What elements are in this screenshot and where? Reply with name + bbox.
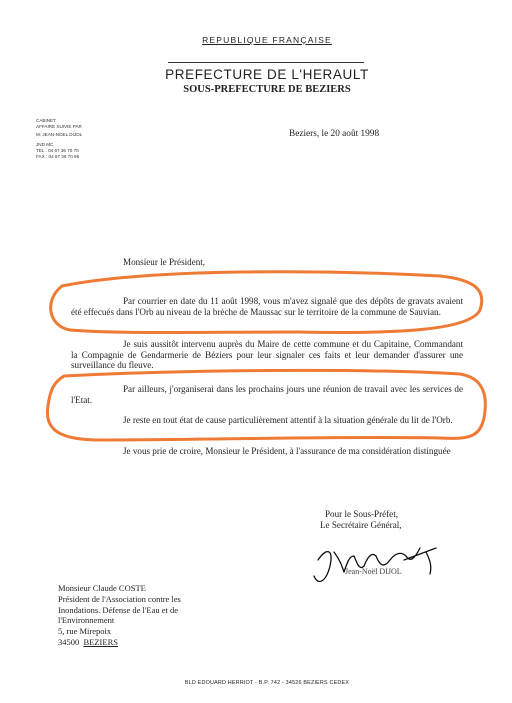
paragraph-5: Je vous prie de croire, Monsieur le Président, à l'assurance de ma considération distinguée	[123, 446, 451, 456]
paragraph-4: Je reste en tout état de cause particulièrement attentif à la situation générale du lit de l'Orb.	[123, 415, 453, 425]
paragraph-2: Je suis aussitôt intervenu auprès du Maire de cette commune et du Capitaine, Commandant la Compagnie de Gendarmerie de Béziers pour leur signaler ces faits et leur demander d'assurer une surveillance du fleuve.	[71, 339, 463, 371]
recipient-name: Monsieur Claude COSTE	[58, 583, 146, 593]
signature-title-2: Le Secrétaire Général,	[320, 520, 402, 530]
footer-address: BLD EDOUARD HERRIOT - B.P. 742 - 34526 BEZIERS CEDEX	[184, 680, 350, 686]
republique-francaise-heading: REPUBLIQUE FRANÇAISE	[202, 35, 332, 45]
recipient-title-2: Inondations. Défense de l'Eau et de	[58, 604, 179, 615]
signatory-printed-name: Jean-Noël DIJOL	[345, 567, 402, 576]
salutation: Monsieur le Président,	[123, 257, 206, 267]
reference-initials: JND MC	[36, 142, 54, 147]
reference-followed-by: AFFAIRE SUIVIE PAR	[36, 124, 82, 129]
reference-fax: FAX : 04 67 36 70 96	[36, 154, 80, 159]
recipient-title-1: Président de l'Association contre les	[58, 593, 181, 604]
reference-contact-name: M. JEAN-NOEL DIJOL	[36, 132, 83, 137]
date-line: Beziers, le 20 août 1998	[289, 129, 380, 139]
recipient-title-3: l'Environnement	[58, 615, 115, 626]
reference-phone: TEL : 04 67 36 70 70	[36, 148, 79, 153]
prefecture-title: PREFECTURE DE L'HERAULT	[165, 67, 369, 82]
recipient-postcode: 34500	[58, 636, 80, 647]
recipient-city: BEZIERS	[83, 636, 118, 647]
recipient-street: 5, rue Mirepoix	[58, 626, 112, 637]
recipient-city-line	[58, 637, 181, 648]
sous-prefecture-title: SOUS-PREFECTURE DE BEZIERS	[183, 84, 351, 95]
reference-service: CABINET	[36, 118, 56, 123]
paragraph-1: Par courrier en date du 11 août 1998, vous m'avez signalé que des dépôts de gravats avaient été effecués dans l'Orb au niveau de la brèche de Maussac sur le territoire de la commune de Sauvian.	[71, 296, 463, 317]
recipient-address	[58, 583, 181, 648]
signature-title-1: Pour le Sous-Préfet,	[325, 509, 398, 519]
paragraph-3: Par ailleurs, j'organiserai dans les prochains jours une réunion de travail avec les services de l'Etat.	[71, 384, 463, 405]
